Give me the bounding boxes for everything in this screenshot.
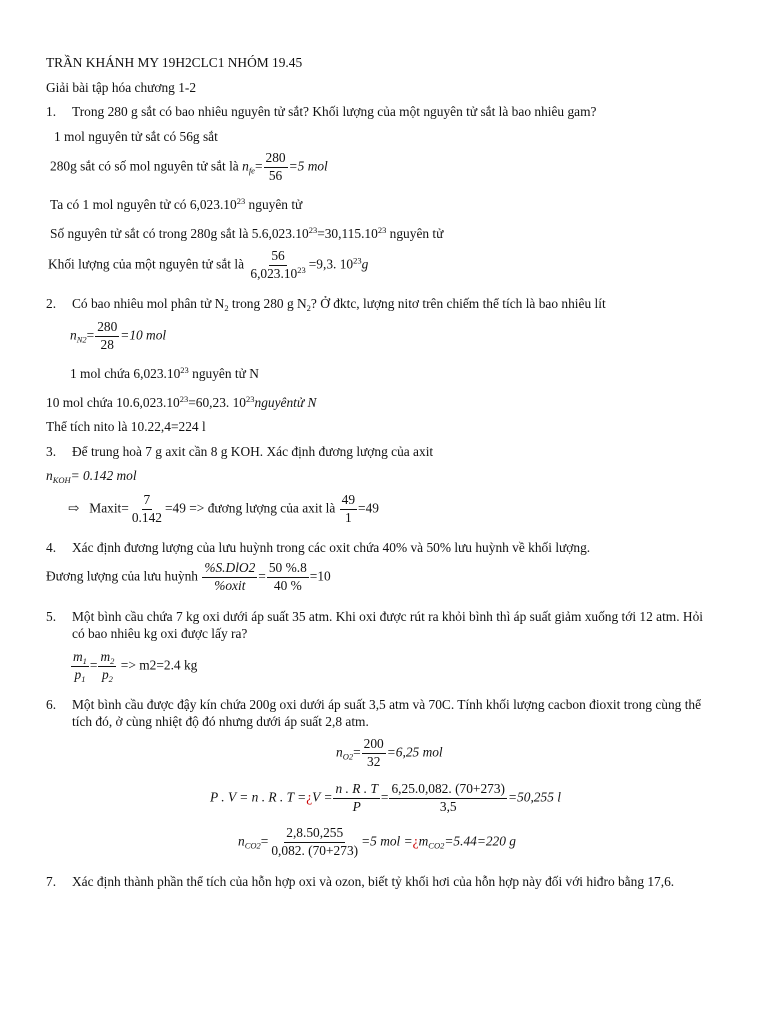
q1-line-2-text: 280g sắt có số mol nguyên tử sắt là	[50, 158, 243, 174]
denominator: %oxit	[214, 577, 246, 593]
subscript: 2	[224, 303, 229, 313]
fraction	[248, 249, 307, 281]
q3-line-2-text: Maxit=	[89, 500, 129, 516]
fraction	[130, 493, 164, 525]
denominator	[248, 266, 307, 282]
numerator	[98, 650, 116, 667]
var-subscript: fe	[248, 165, 255, 176]
q3-line-1	[46, 468, 137, 483]
question-number: 5.	[46, 609, 57, 624]
question-2	[46, 296, 606, 311]
numerator: 56	[269, 249, 286, 266]
fraction	[362, 737, 386, 769]
var-subscript: CO2	[244, 840, 261, 851]
var: n	[238, 833, 245, 849]
var-subscript: O2	[342, 751, 354, 762]
fraction	[95, 320, 119, 352]
fraction	[269, 826, 360, 858]
numerator	[71, 650, 89, 667]
numerator: %S.DlO2	[202, 561, 257, 578]
exponent: 23	[377, 225, 387, 235]
var-subscript: 2	[108, 673, 113, 684]
question-text: Có bao nhiêu mol phân tử N	[72, 296, 225, 311]
q2-line-3	[46, 395, 316, 410]
question-text: Để trung hoà 7 g axit cần 8 g KOH. Xác định đương lượng của axit	[72, 444, 434, 459]
question-number: 3.	[46, 444, 57, 459]
result: =5 mol	[288, 158, 328, 174]
result: =10	[309, 568, 331, 584]
q1-line-3-suffix: nguyên tử	[245, 197, 303, 212]
q1-line-3	[50, 197, 302, 212]
question-number: 2.	[46, 296, 57, 311]
question-number: 7.	[46, 874, 57, 889]
question-text: Xác định thành phần thể tích của hỗn hợp oxi và ozon, biết tỷ khối hơi của hỗn hợp này đối với hiđro bằng 17,6.	[72, 874, 675, 889]
denominator: 32	[367, 753, 381, 769]
fraction	[71, 650, 89, 682]
q2-line-1: $n_{N2}=$ $\frac{280}{28}$ =10 mol	[70, 319, 167, 352]
question-number: 4.	[46, 540, 57, 555]
question-4	[46, 540, 590, 555]
denominator	[100, 667, 115, 683]
var-subscript: 1	[81, 673, 86, 684]
question-text: Một bình cầu chứa 7 kg oxi dưới áp suất 35 atm. Khi oxi được rút ra khỏi bình thì áp suất giảm xuống tới 12 atm. Hỏi	[72, 609, 704, 624]
numerator: 200	[362, 737, 386, 754]
unit: g	[361, 256, 369, 272]
denominator: 3,5	[439, 798, 457, 814]
denominator-text: 6,023.10	[250, 265, 298, 281]
var-subscript: 1	[82, 656, 87, 666]
question-text-2: trong 280 g N	[228, 296, 307, 311]
denominator	[72, 667, 87, 683]
question-number: 1.	[46, 104, 57, 119]
q3-line-2-mid: =49 => đương lượng của axit là	[164, 500, 339, 516]
q4-line-1	[46, 561, 331, 593]
error-glyph: ¿	[306, 789, 313, 805]
question-7	[46, 874, 674, 889]
result: => m2=2.4 kg	[120, 657, 198, 673]
exponent: 23	[297, 264, 306, 275]
q2-line-2-text: 1 mol chứa 6,023.10	[70, 366, 181, 381]
denominator: 28	[100, 336, 114, 352]
q1-line-2: 280g sắt có số mol nguyên tử sắt là $n_{fe}=$ $\frac{280}{56}$ =5 mol	[50, 150, 328, 183]
q1-line-4-suffix: nguyên tử	[386, 226, 444, 241]
result: =9,3. 10	[308, 256, 354, 272]
result: =5.44=220 g	[444, 833, 516, 849]
q6-line-1: $n_{O2}=$ $\frac{200}{32}$ =6,25 mol	[336, 736, 443, 769]
q1-line-4-text: Số nguyên tử sắt có trong 280g sắt là 5.6,023.10	[50, 226, 309, 241]
question-1	[46, 104, 596, 119]
q5-line-1	[70, 650, 197, 682]
q6-line-2	[210, 782, 561, 814]
q2-line-3-suffix: nguyêntử N	[254, 395, 317, 410]
exponent: 23	[236, 196, 246, 206]
fraction	[389, 782, 507, 814]
question-text: Trong 280 g sắt có bao nhiêu nguyên tử sắt? Khối lượng của một nguyên tử sắt là bao nhiêu gam?	[72, 104, 597, 119]
denominator: 0.142	[131, 509, 162, 525]
exponent: 23	[308, 225, 318, 235]
question-text: Xác định đương lượng của lưu huỳnh trong các oxit chứa 40% và 50% lưu huỳnh về khối lượng.	[72, 540, 591, 555]
denominator: 1	[345, 509, 352, 525]
denominator: 56	[268, 167, 283, 183]
equation: V =	[312, 789, 333, 805]
fraction	[202, 561, 257, 593]
numerator: 6,25.0,082. (70+273)	[389, 782, 507, 799]
subscript: 2	[306, 303, 311, 313]
q1-line-5-text: Khối lượng của một nguyên tử sắt là	[48, 256, 248, 272]
q3-line-2	[68, 493, 379, 525]
question-3	[46, 444, 433, 459]
exponent: 23	[353, 255, 362, 266]
equation: P . V = n . R . T =	[210, 789, 307, 805]
q2-line-4: Thể tích nito là 10.22,4=224 l	[46, 419, 206, 434]
var: m	[73, 649, 83, 664]
result: =6,25 mol	[386, 744, 443, 760]
fraction	[264, 151, 288, 183]
fraction	[340, 493, 357, 525]
arrow-right-icon: ⇨	[68, 500, 80, 516]
result: = 0.142 mol	[70, 468, 137, 483]
var-subscript: 2	[110, 656, 115, 666]
denominator: 40 %	[273, 577, 302, 593]
var-subscript: KOH	[52, 475, 71, 485]
fraction	[98, 650, 116, 682]
q2-line-2	[70, 366, 259, 381]
equals: =	[89, 657, 98, 673]
numerator: 49	[340, 493, 357, 510]
var-subscript: CO2	[428, 840, 445, 851]
var: m	[100, 649, 111, 664]
q1-line-4	[50, 226, 443, 241]
denominator: 0,082. (70+273)	[271, 842, 359, 858]
numerator: 7	[142, 493, 153, 510]
var: m	[418, 833, 429, 849]
question-number: 6.	[46, 697, 57, 712]
question-text-3: ? Ở đktc, lượng nitơ trên chiếm thể tích là bao nhiêu lít	[310, 296, 606, 311]
q1-line-5	[48, 249, 368, 281]
numerator: n . R . T	[333, 782, 379, 799]
exponent: 23	[180, 365, 189, 375]
question-text: Một bình cầu được đậy kín chứa 200g oxi dưới áp suất 3,5 atm và 70C. Tính khối lượng cacbon đioxit trong cùng thể	[72, 697, 702, 712]
error-glyph: ¿	[412, 833, 419, 849]
exponent: 23	[179, 394, 189, 404]
numerator: 280	[95, 320, 119, 337]
var: n	[242, 158, 249, 174]
exponent: 23	[246, 394, 255, 404]
result: =10 mol	[120, 327, 167, 343]
q4-line-1-text: Đương lượng của lưu huỳnh	[46, 568, 202, 584]
q1-line-3-text: Ta có 1 mol nguyên tử có 6,023.10	[50, 197, 237, 212]
var: p	[101, 666, 109, 682]
equation: =5 mol =	[361, 833, 413, 849]
q1-line-4-mid: =30,115.10	[317, 226, 378, 241]
numerator: 50 %.8	[267, 561, 309, 578]
question-5	[46, 609, 703, 624]
fraction	[333, 782, 379, 814]
numerator: 280	[264, 151, 288, 168]
var: n	[46, 468, 53, 483]
document-subtitle: Giải bài tập hóa chương 1-2	[46, 80, 197, 95]
q2-line-2-suffix: nguyên tử N	[188, 366, 259, 381]
var: n	[70, 327, 77, 343]
question-6	[46, 697, 701, 712]
q1-line-1: 1 mol nguyên tử sắt có 56g sắt	[54, 129, 218, 144]
question-5-cont: có bao nhiêu kg oxi được lấy ra?	[72, 626, 248, 641]
q2-line-3-mid: =60,23. 10	[188, 395, 246, 410]
numerator: 2,8.50,255	[284, 826, 345, 843]
equals: =	[258, 568, 266, 584]
question-6-cont: tích đó, ở cùng nhiệt độ đó nhưng dưới áp suất 2,8 atm.	[72, 714, 369, 729]
q2-line-3-text: 10 mol chứa 10.6,023.10	[46, 395, 180, 410]
var: n	[336, 744, 343, 760]
document-title: TRẦN KHÁNH MY 19H2CLC1 NHÓM 19.45	[46, 55, 303, 70]
fraction	[267, 561, 309, 593]
var-subscript: N2	[76, 334, 87, 345]
var: p	[74, 666, 82, 682]
equals: =	[380, 789, 389, 805]
q6-line-3: $n_{CO2}=$ $\frac{2,8.50,255}{0,082. (70+273)}$ =5 mol $=¿m_{CO2}=5.44=220$ g	[238, 825, 516, 858]
result: =50,255 l	[508, 789, 561, 805]
result: =49	[358, 500, 379, 516]
denominator: P	[352, 798, 361, 814]
